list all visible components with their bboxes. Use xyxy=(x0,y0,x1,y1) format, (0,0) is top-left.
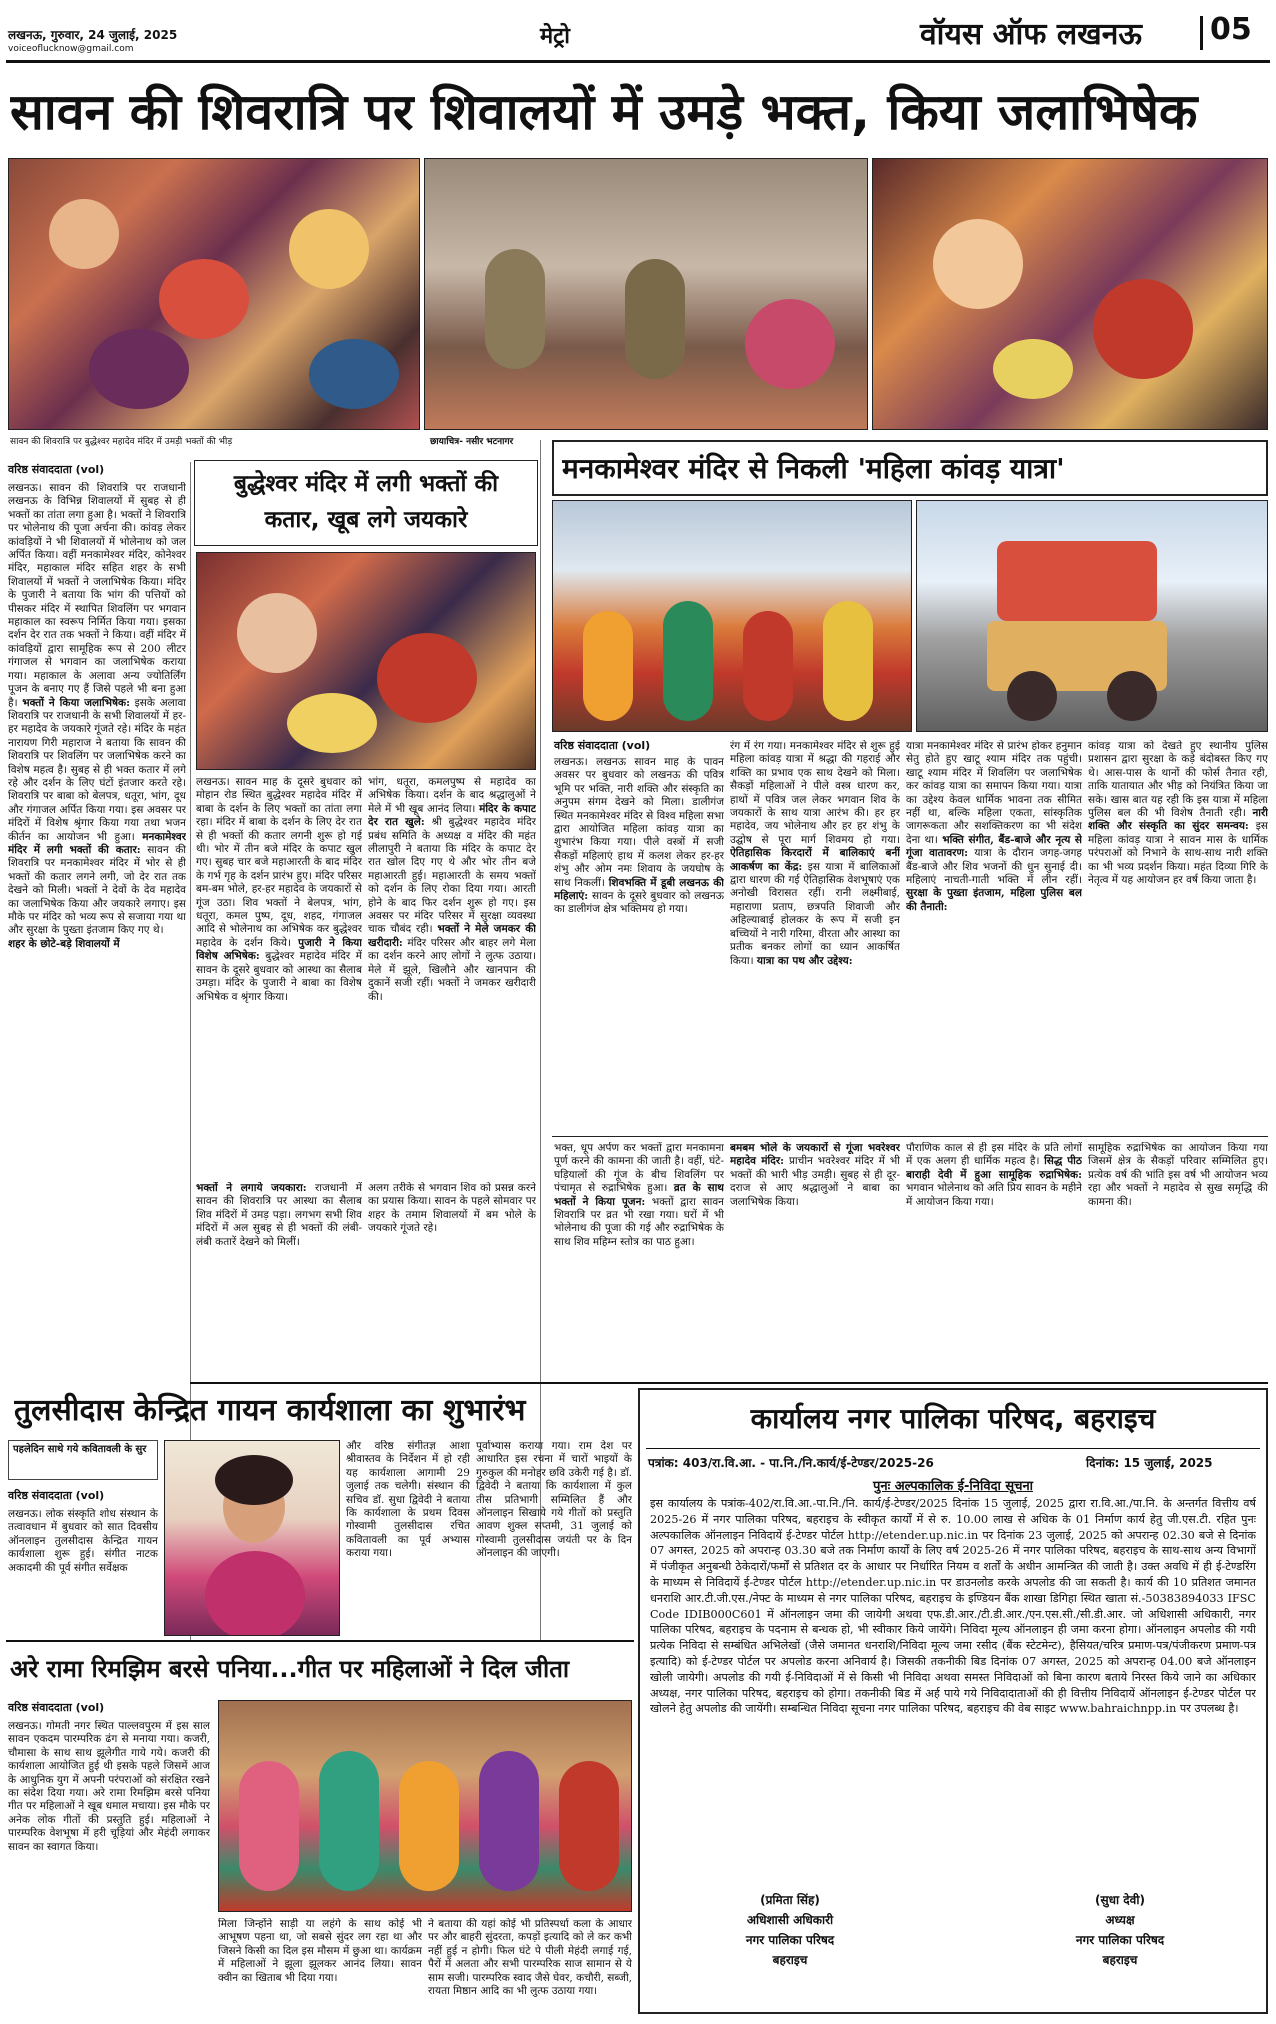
photo-budheshwar-devotees xyxy=(196,552,536,770)
photo-police-queue xyxy=(424,158,868,430)
sig-right-place: बहराइच xyxy=(1102,1953,1138,1967)
rimjhim-col-2: मिला जिन्होंने साड़ी या लहंगे के साथ कोई भी आभूषण पहना था, जो सबसे सुंदर लग रहा था और जिसने किसी का दिल इस मौसम में छुआ था। कार्यक्रम में महिलाओं ने झूला झूलकर आनंद लिया। सावन क्वीन का खिताब भी दिया गया। xyxy=(218,1918,422,1984)
tulsidas-byline: वरिष्ठ संवाददाता (vol) xyxy=(8,1489,105,1502)
photo-singer-woman xyxy=(164,1440,340,1636)
budheshwar-col-b-text-b: श्री बुद्धेश्वर महादेव मंदिर प्रबंध समिति के अध्यक्ष व मंदिर की महंत लीलापुरी ने बताया कि मंदिर के कपाट देर रात खोल दिए गए थे और भोर तीन बजे महाआरती हुई। महाआरती के समय भक्तों को दर्शन के लिए रोका दिया गया। आरती होने के बाद फिर दर्शन शुरू हो गए। इस अवसर पर मंदिर परिसर में सुरक्षा व्यवस्था चाक चौबंद रही। xyxy=(368,816,536,936)
mankameshwar-col-3 xyxy=(906,740,1082,1132)
lower-col-2 xyxy=(730,1142,900,1378)
lower-col3-text: पौराणिक काल से ही इस मंदिर के प्रति लोगों में एक अलग ही धार्मिक महत्व है। xyxy=(906,1142,1082,1168)
section-title: मेट्रो xyxy=(540,24,570,49)
mankameshwar-col1-text: लखनऊ। लखनऊ सावन माह के पावन अवसर पर बुधवार को लखनऊ की पवित्र भूमि पर भक्ति, नारी शक्ति और संस्कृति का अनुपम संगम देखने को मिला। डालीगंज स्थित मनकामेश्वर मंदिर से विश्व महिला सभा द्वारा आयोजित महिला कांवड़ यात्रा का शुभारंभ किया गया। पीले वस्त्रों में सजी सैकड़ों महिलाएं हाथ में कलश लेकर हर-हर शंभु और ओम नमः शिवाय के जयघोष के साथ निकलीं। xyxy=(554,756,724,889)
mankameshwar-col-2 xyxy=(730,740,900,1132)
lower-col3-text-b: भगवान भोलेनाथ को अति प्रिय सावन के महीने में आयोजन किया गया। xyxy=(906,1182,1082,1208)
main-col1-text: लखनऊ। सावन की शिवरात्रि पर राजधानी लखनऊ के विभिन्न शिवालयों में सुबह से ही भक्तों का तांता लगा हुआ है। भक्तों ने शिवरात्रि पर भोलेनाथ की पूजा अर्चना की। कांवड़ लेकर कांवड़ियों ने भी शिवालयों में भोलेनाथ को जल अर्पित किया। वहीं मनकामेश्वर मंदिर, कोनेश्वर मंदिर, महाकाल मंदिर सहित शहर के सभी शिवालयों में भक्तों ने जलाभिषेक किया। मंदिर के पुजारी ने बताया कि भांग की पत्तियों को पीसकर मंदिर में स्थापित शिवलिंग पर भगवान महाकाल का स्वरूप निर्मित किया गया। इसका दर्शन देर रात तक भक्तों ने किया। वहीं मंदिर में कांवड़ियों द्वारा सामूहिक रूप से 200 लीटर गंगाजल से भगवान का जलाभिषेक कराया गया। महाकाल के अलावा अन्य ज्योतिर्लिंग पूजन के बनाए गए हैं जिसे पहले भी बना हुआ है। xyxy=(8,482,186,709)
tender-patrank: पत्रांक: 403/रा.वि.आ. - पा.नि./नि.कार्य/ई-टेण्डर/2025-26 xyxy=(648,1456,934,1470)
section-rule-mid xyxy=(190,1382,1268,1384)
tender-signature-right xyxy=(1020,1890,1220,1970)
main-col1-text-c: सावन की शिवरात्रि पर मनकामेश्वर मंदिर में भोर से ही भक्तों की कतार लगने लगी, जो देर रात तक देखने को मिली। भक्तों ने देवों के देव महादेव का जलाभिषेक किया और जयकारे लगाए। इस मौके पर मंदिर को भव्य रूप से सजाया गया था और सुरक्षा के पुख्ता इंतजाम किए गए थे। xyxy=(8,843,186,937)
tulsidas-bottom-rule xyxy=(6,1640,634,1642)
main-byline: वरिष्ठ संवाददाता (vol) xyxy=(8,463,105,476)
tulsidas-headline: तुलसीदास केन्द्रित गायन कार्यशाला का शुभारंभ xyxy=(14,1393,526,1428)
photo-kanwar-yatra-women xyxy=(552,500,912,732)
rimjhim-col1-text: लखनऊ। गोमती नगर स्थित पाल्लवपुरम में इस साल सावन एकदम पारम्परिक ढंग से मनाया गया। कजरी, चौमासा के साथ साथ झूलेगीत गाये गये। कजरी की कार्यशाला आयोजित हुई थी इसके पहले जिसमें आज के आधुनिक युग में अपनी परंपराओं को संरक्षित रखने का संदेश दिया गया। अरे रामा रिमझिम बरसे पनिया गीत पर महिलाओं ने खूब धमाल मचाया। xyxy=(8,1720,210,1813)
mankameshwar-col3-text-b: यात्रा के दौरान जगह-जगह बैंड-बाजे और शिव भजनों की धुन सुनाई दी। महिलाएं नाचती-गाती भक्ति में लीन रहीं। xyxy=(906,847,1082,887)
main-col1-subhead-3: शहर के छोटे-बड़े शिवालयों में xyxy=(8,937,120,950)
mankameshwar-col2-text-b: इस यात्रा में बालिकाओं द्वारा धारण की गई ऐतिहासिक वेशभूषाएं एक अनोखी विरासत रहीं। रानी लक्ष्मीबाई, महाराणा प्रताप, छत्रपति शिवाजी और अहिल्याबाई होलकर के रूप में सजी इन बच्चियों ने नारी गरिमा, वीरता और आस्था का प्रतीक बनकर लोगों का ध्यान आकर्षित किया। xyxy=(730,860,900,967)
main-lower-text-b: अलग तरीके से भगवान शिव को प्रसन्न करने का प्रयास किया। सावन के पहले सोमवार पर शहर के तमाम शिवालयों में बम भोले के जयकारे गूंजते रहे। xyxy=(368,1182,536,1235)
tender-title-rule xyxy=(646,1448,1260,1449)
main-lower-col-b xyxy=(368,1182,536,1378)
mankameshwar-bottom-rule xyxy=(552,1136,1268,1137)
tender-dinank: दिनांक: 15 जुलाई, 2025 xyxy=(1086,1456,1213,1470)
header-email: voiceoflucknow@gmail.com xyxy=(8,44,134,54)
budheshwar-col-b-subhead-2: भक्तों ने मेले जमकर की खरीदारी: xyxy=(368,923,536,949)
main-photo-credit: छायाचित्र- नसीर भटनागर xyxy=(430,437,514,447)
budheshwar-col-b xyxy=(368,776,536,1174)
mankameshwar-byline: वरिष्ठ संवाददाता (vol) xyxy=(554,739,651,752)
sig-right-org: नगर पालिका परिषद xyxy=(1075,1933,1165,1947)
tulsidas-col-3: पूर्वाभ्यास कराया गया। राम देश पर आधारित इस रचना में चारों भाइयों के गुरुकुल की मनोहर छवि उकेरी गई है। डॉ. द्विवेदी ने बताया कि कार्यशाला में कुल तीस प्रतिभागी सम्मिलित हैं और ऑनलाइन सिखाये गये गीतों को प्रस्तुति आवण शुक्ल सप्तमी, 31 जुलाई को गोस्वामी तुलसीदास जयंती पर के दिन ऑनलाइन की जाएगी। xyxy=(476,1440,632,1560)
sig-right-post: अध्यक्ष xyxy=(1105,1913,1135,1927)
rimjhim-col1-text-b: इस मौके पर अनेक लोक गीतों की प्रस्तुति हुई। महिलाओं ने पारम्परिक वेशभूषा में हरी चूड़ियां और मेहंदी लगाकर सावन का स्वागत किया। xyxy=(8,1800,210,1853)
photo-women-sawan-group xyxy=(218,1700,632,1912)
masthead xyxy=(0,0,1276,58)
sig-left-name: (प्रमिता सिंह) xyxy=(760,1893,820,1907)
budheshwar-col-b-text: भांग, धतूरा, कमलपुष्प से महादेव का अभिषेक किया। दर्शन के बाद श्रद्धालुओं ने मेले में भी खूब आनंद लिया। xyxy=(368,776,536,815)
tender-office-title: कार्यालय नगर पालिका परिषद, बहराइच xyxy=(750,1402,1156,1435)
budheshwar-col-a-text: लखनऊ। सावन माह के दूसरे बुधवार को मोहान रोड स्थित बुद्धेश्वर महादेव मंदिर में बाबा के दर्शन के लिए भक्तों का तांता लगा रहा। मंदिर में बाबा के दर्शन के लिए देर रात से ही भक्तों की कतार लगनी शुरू हो गई थी। भोर में तीन बजे मंदिर के कपाट खुल गए। सुबह चार बजे महाआरती के बाद मंदिर के गर्भ गृह के दर्शन प्रारंभ हुए। मंदिर परिसर बम-बम भोले, हर-हर महादेव के जयकारों से गूंज उठा। शिव भक्तों ने बेलपत्र, भांग, धतूरा, कमल पुष्प, दूध, शहद, गंगाजल आदि से भोलेनाथ का अभिषेक कर बुद्धेश्वर महादेव के दर्शन किये। xyxy=(196,776,362,949)
tulsidas-caption-box xyxy=(8,1440,158,1480)
header-rule xyxy=(6,60,1270,63)
budheshwar-headline-1: बुद्धेश्वर मंदिर में लगी भक्तों की xyxy=(233,471,499,497)
main-lower-text: राजधानी में सावन की शिवरात्रि पर आस्था का सैलाब शिव मंदिरों में उमड़ पड़ा। लगभग सभी शिव मंदिरों में अल सुबह से ही भक्तों की लंबी-लंबी कतारें देखने को मिलीं। xyxy=(196,1182,362,1248)
mankameshwar-col4-text: कांवड़ यात्रा को देखते हुए स्थानीय पुलिस प्रशासन द्वारा सुरक्षा के कड़े बंदोबस्त किए गए थे। आस-पास के थानों की फोर्स तैनात रही, ताकि यातायात और भीड़ को नियंत्रित किया जा सके। खास बात यह रही कि इस यात्रा में महिला पुलिस बल की भी विशेष तैनाती रही। xyxy=(1088,740,1268,820)
lower-col1-text-b: भक्तों द्वारा सावन शिवरात्रि पर व्रत भी रखा गया। घरों में भी भोलेनाथ की पूजा की गई और रुद्राभिषेक के साथ शिव महिम्न स्तोत्र का पाठ हुआ। xyxy=(554,1195,724,1248)
main-col1-text-b: इसके अलावा शिवरात्रि पर राजधानी के सभी शिवालयों में हर-हर महादेव के जयकारे गूंजते रहे। मंदिर के महंत नारायण गिरी महाराज ने बताया कि सावन की शिवरात्रि पर शिवलिंग पर जलाभिषेक करने का विशेष महत्व है। सुबह से ही भक्त कतार में लगे रहे और दर्शन के लिए घंटों इंतजार करते रहे। शिवरात्रि पर बाबा को बेलपत्र, धतूरा, भांग, दूध और गंगाजल अर्पित किया गया। इस अवसर पर मंदिरों में विशेष श्रृंगार किया गया तथा भजन कीर्तन का आयोजन भी हुआ। xyxy=(8,696,186,843)
mankameshwar-col3-text: यात्रा मनकामेश्वर मंदिर से प्रारंभ होकर हनुमान सेतु होते हुए खाटू श्याम मंदिर तक पहुंची। खाटू श्याम मंदिर में शिवलिंग पर जलाभिषेक कर कांवड़ यात्रा का समापन किया गया। यात्रा का उद्देश्य केवल धार्मिक भावना तक सीमित नहीं था, बल्कि महिला एकता, सांस्कृतिक जागरूकता और सशक्तिकरण का भी संदेश देना था। xyxy=(906,740,1082,846)
lower-col2-subhead: बमबम भोले के जयकारों से गूंजा भवरेश्वर महादेव मंदिर: xyxy=(730,1142,900,1168)
header-date: लखनऊ, गुरुवार, 24 जुलाई, 2025 xyxy=(8,28,178,42)
mankameshwar-col2-text: रंग में रंग गया। मनकामेश्वर मंदिर से शुरू हुई महिला कांवड़ यात्रा में श्रद्धा की गहराई और शक्ति का प्रभाव एक साथ देखने को मिला। सैकड़ों महिलाओं ने पीले वस्त्र धारण कर, हाथों में पवित्र जल लेकर भगवान शिव के जयकारों के साथ यात्रा आरंभ की। हर हर महादेव, जय भोलेनाथ और हर हर शंभु के उद्घोष से पूरा मार्ग शिवमय हो गया। xyxy=(730,740,900,846)
main-photo-caption: सावन की शिवरात्रि पर बुद्धेश्वर महादेव मंदिर में उमड़ी भक्तों की भीड़ xyxy=(10,437,233,447)
paper-name: वॉयस ऑफ लखनऊ xyxy=(920,17,1142,52)
rimjhim-col-3: ने बताया की यहां कोई भी प्रतिस्पर्धा कला के आधार पर और बाहरी सुंदरता, कपड़ों इत्यादि को ले कर कभी नहीं हुई न होगी। फिल घंटे पे पीली मेहंदी लगाई गई, पैरों में अलता और सभी पारम्परिक साज सामान से ये साम सजी। पारम्परिक स्वाद जैसे घेवर, कचौरी, सब्जी, रायता मिष्ठान आदि का भी लुत्फ उठाया गया। xyxy=(428,1918,632,1998)
rimjhim-byline: वरिष्ठ संवाददाता (vol) xyxy=(8,1701,105,1714)
mankameshwar-col4-text-b: इस महिला कांवड़ यात्रा ने सावन मास के धार्मिक परंपराओं को निभाने के साथ-साथ नारी शक्ति का भी भव्य प्रदर्शन किया। महंत दिव्या गिरि के नेतृत्व में यह आयोजन हर वर्ष किया जाता है। xyxy=(1088,820,1268,887)
budheshwar-headline-box xyxy=(194,460,538,546)
main-lower-col-a xyxy=(196,1182,362,1378)
lower-col-1 xyxy=(554,1142,724,1378)
page-number: 05 xyxy=(1210,12,1252,47)
lower-col1-subhead: व्रत के साथ भक्तों ने किया पूजन: xyxy=(554,1182,724,1208)
mankameshwar-col3-subhead-2: सुरक्षा के पुख्ता इंतजाम, महिला पुलिस बल की तैनाती: xyxy=(906,887,1082,913)
mankameshwar-col-4 xyxy=(1088,740,1268,1132)
lower-col2-text: प्राचीन भवरेश्वर मंदिर में भी भक्तों की भारी भीड़ उमड़ी। सुबह से ही दूर-दराज से आए श्रद्धालुओं ने बाबा का जलाभिषेक किया। xyxy=(730,1155,900,1208)
mankameshwar-col1-subhead: शिवभक्ति में डूबी लखनऊ की महिलाएं: xyxy=(554,876,724,903)
sig-left-post: अधिशासी अधिकारी xyxy=(746,1913,834,1927)
tulsidas-photo-caption: पहलेदिन साथे गये कवितावली के सुर xyxy=(13,1444,147,1455)
mankameshwar-col2-subhead-2: यात्रा का पथ और उद्देश्य: xyxy=(756,954,853,967)
photo-kanwar-chariot xyxy=(916,500,1268,732)
lower-col-4 xyxy=(1088,1142,1268,1378)
lower-col-3 xyxy=(906,1142,1082,1378)
budheshwar-col-a-subhead: पुजारी ने किया विशेष अभिषेक: xyxy=(196,936,362,963)
mankameshwar-col-1 xyxy=(554,756,724,1132)
lower-col1-text: भक्त, धूप अर्पण कर भक्तों द्वारा मनकामना पूर्ण करने की कामना की जाती है। वहीं, घंटे-घड़ियालों की गूंज के बीच शिवलिंग पर पंचामृत से रुद्राभिषेक हुआ। xyxy=(554,1142,724,1195)
main-headline: सावन की शिवरात्रि पर शिवालयों में उमड़े भक्त, किया जलाभिषेक xyxy=(10,83,1198,141)
main-col1-subhead-2: मनकामेश्वर मंदिर में लगी भक्तों की कतार: xyxy=(8,830,186,856)
mankameshwar-col3-subhead: भक्ति संगीत, बैंड-बाजे और नृत्य से गूंजा वातावरण: xyxy=(906,833,1082,860)
rimjhim-col-1 xyxy=(8,1720,210,2016)
budheshwar-col-b-text-c: मंदिर परिसर और बाहर लगे मेला का दर्शन करने आए लोगों ने लुत्फ उठाया। मेले में झूले, खिलौने और खानपान की दुकानें सजी रहीं। भक्तों ने जमकर खरीदारी की। xyxy=(368,936,536,1003)
photo-temple-offering xyxy=(872,158,1268,430)
main-col1-subhead: भक्तों ने किया जलाभिषेक: xyxy=(22,696,130,709)
mankameshwar-col2-subhead: ऐतिहासिक किरदारों में बालिकाएं बनीं आकर्षण का केंद्र: xyxy=(730,847,900,873)
tender-body: इस कार्यालय के पत्रांक-402/रा.वि.आ.-पा.नि./नि. कार्य/ई-टेण्डर/2025 दिनांक 15 जुलाई, 2025 द्वारा रा.वि.आ./पा.नि. के अन्तर्गत वित्तीय वर्ष 2025-26 में नगर पालिका परिषद, बहराइच के स्वीकृत कार्यों में से रु. 10.00 लाख से अधिक के 01 निर्माण कार्य हेतु जी.एस.टी. रहित पुनः अल्पकालिक ऑनलाइन निविदायें ई-टेण्डर पोर्टल http://etender.up.nic.in पर दिनांक 23 जुलाई, 2025 को अपरान्ह 02.30 बजे से दिनांक 07 अगस्त, 2025 को अपरान्ह 03.30 बजे तक निर्माण कार्यों के लिए वर्ष 2025-26 में नगर पालिका परिषद, बहराइच के साथ-साथ अन्य विभागों में पंजीकृत अनुबन्धी ठेकेदारों/फर्मों से प्रतिशत दर के आधार पर निर्धारित नियम व शर्तों के अधीन आमन्त्रित की जाती है। उक्त अवधि में ही ई-टेण्डरिंग के माध्यम से निविदायें ई-टेण्डर पोर्टल http://etender.up.nic.in पर डाउनलोड करके अपलोड की जा सकती है। कार्य की 10 प्रतिशत जमानत धनराशि आर.टी.जी.एस./नेफ्ट के माध्यम से नगर पालिका परिषद, बहराइच के इण्डियन बैंक शाखा डिगिहा स्थित खाता सं.-50383894033 IFSC Code IDIB000C601 में ऑनलाइन जमा की जायेगी अथवा एफ.डी.आर./टी.डी.आर./एन.एस.सी./सी.डी.आर. जो अधिशासी अधिकारी, नगर पालिका परिषद, बहराइच के पदनाम से बन्धक हो, भी स्वीकार किये जायेंगे। निविदा मूल्य ऑनलाइन ही जमा करना होगा। ऑनलाइन अपलोड की गयी प्रत्येक निविदा से सम्बंधित अभिलेखों (जैसे जमानत धनराशि/निविदा मूल्य जमा रसीद (बैंक स्टेटमेन्ट), हैसियत/चरित्र प्रमाण-पत्र/पंजीकरण प्रमाण-पत्र इत्यादि) को ई-टेण्डर पोर्टल पर अपलोड करना अनिवार्य है। जिसकी तकनीकी बिड दिनांक 07 अगस्त, 2025 को अपरान्ह 04.00 बजे ऑनलाइन खोली जायेगी। अपलोड की गयी ई-निविदाओं में से किसी भी निविदा अथवा समस्त निविदाओं को बिना कारण बताये निरस्त किये जाने का अधिकार अध्यक्ष, नगर पालिका परिषद, बहराइच को होगा। तकनीकी बिड में अर्ह पाये गये निविदादाताओं की ही वित्तीय निविदायें ऑनलाइन ई-टेण्डर पोर्टल पर खोलने हेतु अपलोड की जायेंगी। सम्बन्धित निविदा सूचना नगर पालिका परिषद, बहराइच की वेब साइट www.bahraichnpp.in पर उपलब्ध है। xyxy=(650,1497,1256,1716)
mankameshwar-headline-box xyxy=(552,440,1268,496)
mankameshwar-col1-text-b: सावन के दूसरे बुधवार को लखनऊ का डालीगंज क्षेत्र भक्तिमय हो गया। xyxy=(554,890,724,916)
budheshwar-headline-2: कतार, खूब लगे जयकारे xyxy=(264,507,468,533)
tulsidas-col-1: लखनऊ। लोक संस्कृति शोध संस्थान के तत्वावधान में बुधवार को सात दिवसीय ऑनलाइन तुलसीदास केन्द्रित गायन कार्यशाला शुरू हुई। संगीत नाटक अकादमी की पूर्व संगीत सर्वेक्षक xyxy=(8,1508,158,1574)
photo-devotees-crowd-1 xyxy=(8,158,420,430)
tender-notice xyxy=(638,1388,1268,2014)
header-divider xyxy=(1200,16,1203,50)
mankameshwar-col4-subhead: नारी शक्ति और संस्कृति का सुंदर समन्वय: xyxy=(1088,807,1268,833)
budheshwar-col-a-text-b: बुद्धेश्वर महादेव मंदिर में सावन के दूसरे बुधवार को आस्था का सैलाब उमड़ा। मंदिर के पुजारी ने बाबा का विशेष अभिषेक व श्रृंगार किया। xyxy=(196,950,362,1003)
sig-left-org: नगर पालिका परिषद xyxy=(745,1933,835,1947)
budheshwar-col-b-subhead: मंदिर के कपाट देर रात खुले: xyxy=(368,802,536,829)
lower-col4-text: सामूहिक रुद्राभिषेक का आयोजन किया गया जिसमें क्षेत्र के सैकड़ों परिवार सम्मिलित हुए। प्रत्येक वर्ष की भांति इस वर्ष भी आयोजन भव्य रहा और भक्तों ने महादेव से सुख समृद्धि की कामना की। xyxy=(1088,1142,1268,1208)
main-lower-subhead: भक्तों ने लगाये जयकारा: xyxy=(196,1182,307,1194)
mankameshwar-headline: मनकामेश्वर मंदिर से निकली 'महिला कांवड़ यात्रा' xyxy=(562,452,1065,485)
sig-right-name: (सुधा देवी) xyxy=(1095,1893,1145,1907)
rimjhim-headline: अरे रामा रिमझिम बरसे पनिया...गीत पर महिलाओं ने दिल जीता xyxy=(10,1655,570,1683)
tender-signature-left xyxy=(690,1890,890,1970)
lower-col3-subhead: सिद्ध पीठ बाराही देवी में हुआ सामूहिक रुद्राभिषेक: xyxy=(906,1155,1082,1181)
sig-left-place: बहराइच xyxy=(772,1953,808,1967)
tulsidas-col-2: और वरिष्ठ संगीतज्ञ आशा श्रीवास्तव के निर्देशन में हो रही यह कार्यशाला आगामी 29 जुलाई तक चलेगी। संस्थान की सचिव डॉ. सुधा द्विवेदी ने बताया कि कार्यशाला के प्रथम दिवस गोस्वामी तुलसीदास रचित कवितावली का पूर्व अभ्यास कराया गया। xyxy=(346,1440,470,1560)
tender-subtitle: पुनः अल्पकालिक ई-निविदा सूचना xyxy=(872,1479,1034,1494)
